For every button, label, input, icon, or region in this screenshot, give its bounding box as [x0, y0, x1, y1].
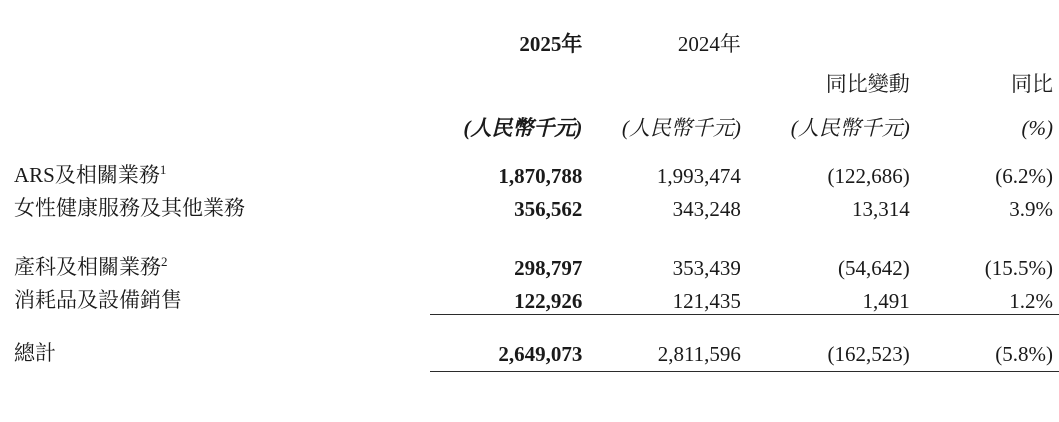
total-double-rule	[0, 372, 1059, 378]
row-prior-ars: 1,993,474	[656, 164, 741, 188]
row-current-womens-health: 356,562	[514, 197, 583, 221]
header-change-title: 同比變動	[825, 72, 910, 97]
row-change-ars: (122,686)	[827, 164, 910, 188]
row-prior-consumables: 121,435	[672, 289, 741, 313]
header-title-blank	[0, 58, 430, 98]
header-current-blank	[430, 58, 589, 98]
row-label-total: 總計	[14, 341, 56, 366]
row-label-text: 消耗品及設備銷售	[14, 288, 182, 313]
total-change: (162,523)	[747, 315, 916, 372]
header-label-blank	[0, 0, 430, 58]
row-pct-ars: (6.2%)	[995, 164, 1053, 188]
row-current-consumables: 122,926	[514, 289, 583, 313]
table-row	[0, 281, 1059, 315]
header-prior-blank	[588, 58, 747, 98]
row-change-womens-health: 13,314	[851, 197, 910, 221]
row-pct-obstetrics: (15.5%)	[984, 256, 1053, 280]
row-current-obstetrics: 298,797	[514, 256, 583, 280]
header-pct-title: 同比	[1011, 72, 1053, 97]
row-label-text: 產科及相關業務	[14, 254, 161, 279]
header-year-current: 2025年	[519, 32, 583, 57]
row-label-text: 女性健康服務及其他業務	[14, 195, 245, 220]
total-row	[0, 315, 1059, 372]
total-pct: (5.8%)	[916, 315, 1059, 372]
header-row-units	[0, 98, 1059, 146]
header-pct-blank	[916, 0, 1059, 58]
row-label-footnote: 2	[161, 253, 168, 269]
spacer-after-header	[0, 146, 1059, 156]
header-unit-prior: (人民幣千元)	[621, 116, 741, 141]
header-unit-change: (人民幣千元)	[790, 116, 910, 141]
row-pct-consumables: 1.2%	[1009, 289, 1053, 313]
total-current: 2,649,073	[430, 315, 589, 372]
row-pct-womens-health: 3.9%	[1009, 197, 1053, 221]
row-change-obstetrics: (54,642)	[837, 256, 910, 280]
row-prior-obstetrics: 353,439	[672, 256, 741, 280]
row-prior-womens-health: 343,248	[672, 197, 741, 221]
header-row-titles	[0, 58, 1059, 98]
table-row	[0, 248, 1059, 281]
table-row	[0, 156, 1059, 189]
row-label-text: ARS及相關業務	[14, 162, 160, 187]
header-row-years	[0, 0, 1059, 58]
row-label-consumables	[0, 281, 430, 315]
header-unit-pct: (%)	[1021, 116, 1053, 141]
row-change-consumables: 1,491	[862, 289, 910, 313]
row-current-ars: 1,870,788	[498, 164, 583, 188]
row-label-footnote: 1	[159, 161, 167, 177]
row-label-womens-health	[0, 189, 430, 222]
row-gap	[0, 222, 1059, 248]
row-label-obstetrics	[0, 248, 430, 281]
header-year-prior: 2024年	[677, 32, 741, 57]
header-change-blank	[747, 0, 916, 58]
table-row	[0, 189, 1059, 222]
header-unit-current: (人民幣千元)	[463, 116, 583, 141]
header-unit-blank	[0, 98, 430, 146]
total-prior: 2,811,596	[588, 315, 747, 372]
row-label-ars	[0, 156, 430, 189]
